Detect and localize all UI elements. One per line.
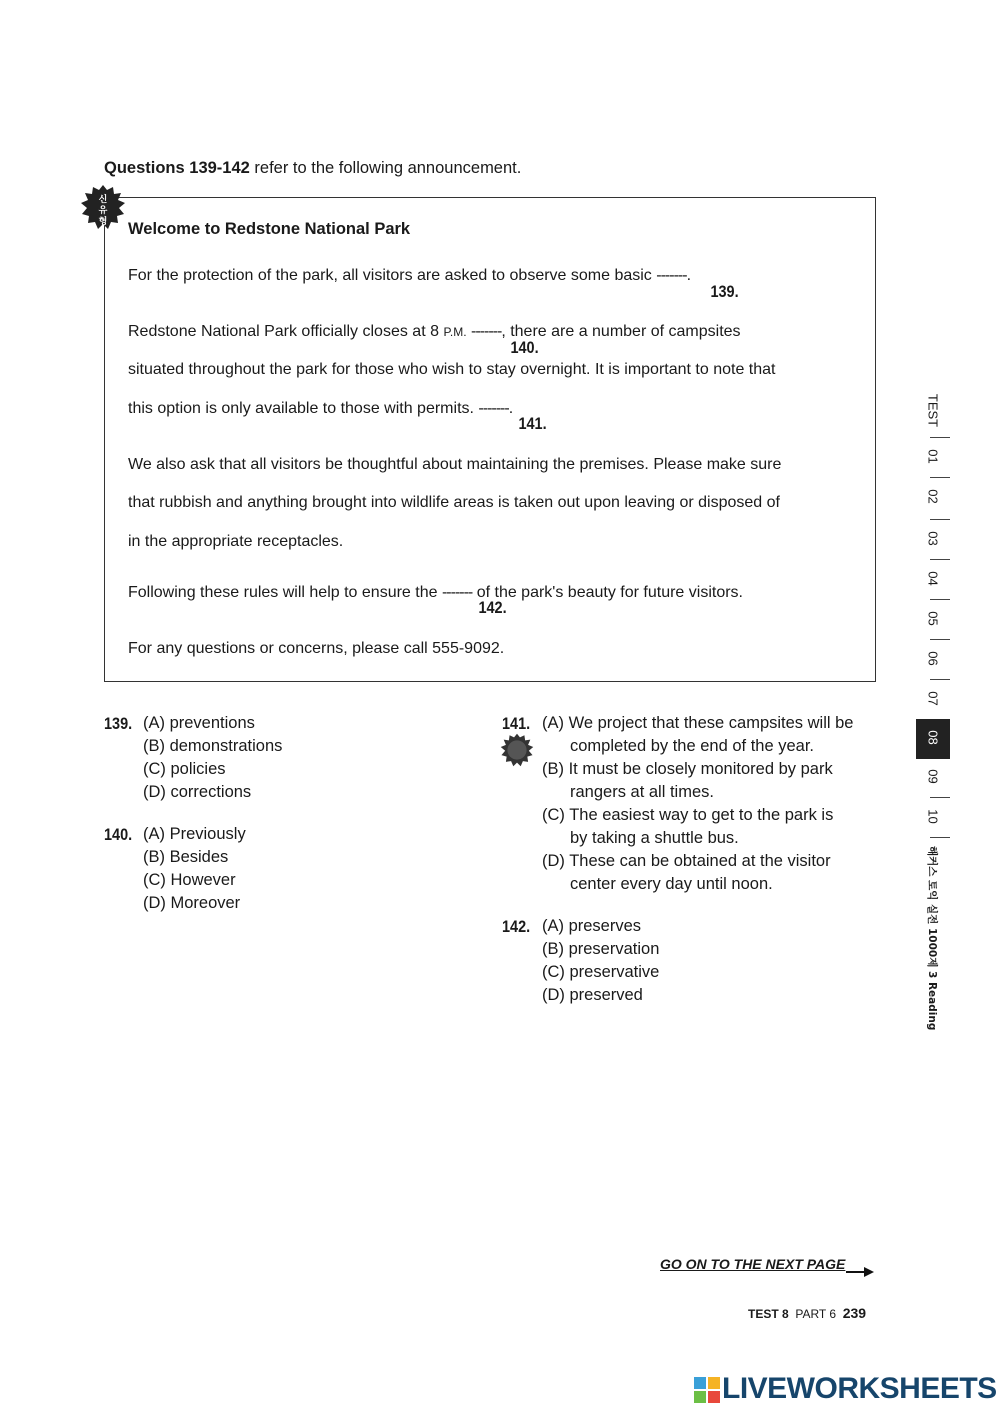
- tab-divider: [930, 639, 950, 640]
- question-142-number: 142.: [502, 917, 531, 936]
- go-on-next-page: GO ON TO THE NEXT PAGE: [660, 1256, 846, 1272]
- tab-divider: [930, 599, 950, 600]
- p4-text-b: of the park's beauty for future visitors.: [476, 584, 743, 601]
- option-142-b[interactable]: (B) preservation: [542, 940, 660, 958]
- option-141-c[interactable]: (C) The easiest way to get to the park is: [542, 806, 834, 824]
- blank-141[interactable]: -------.: [478, 400, 513, 417]
- question-139-number: 139.: [104, 714, 133, 733]
- blank-number-140: 140.: [510, 338, 539, 357]
- side-tab-03[interactable]: 03: [925, 531, 941, 546]
- p1-text: For the protection of the park, all visitors are asked to observe some basic: [128, 267, 652, 284]
- announcement-line-6: that rubbish and anything brought into wildlife areas is taken out upon leaving or disposed of: [128, 494, 780, 511]
- side-tab-10[interactable]: 10: [925, 809, 941, 824]
- question-range-header: [104, 159, 521, 178]
- announcement-line-7: in the appropriate receptacles.: [128, 533, 344, 550]
- side-tab-02[interactable]: 02: [925, 489, 941, 504]
- option-141-a-cont[interactable]: completed by the end of the year.: [570, 737, 814, 755]
- header-text: refer to the following announcement.: [249, 159, 522, 177]
- pm-label: P.M.: [443, 325, 467, 339]
- footer-test: TEST 8: [748, 1307, 789, 1321]
- announcement-line-4: [128, 400, 512, 418]
- announcement-line-2: [128, 323, 741, 341]
- tab-divider: [930, 519, 950, 520]
- option-141-c-cont[interactable]: by taking a shuttle bus.: [570, 829, 739, 847]
- question-141-number: 141.: [502, 714, 531, 733]
- option-142-c[interactable]: (C) preservative: [542, 963, 660, 981]
- tab-divider: [930, 437, 950, 438]
- footer-part: PART 6: [795, 1307, 837, 1321]
- option-139-c[interactable]: (C) policies: [143, 760, 226, 778]
- p2-text-d: this option is only available to those with permits.: [128, 400, 474, 417]
- page-number: 239: [842, 1305, 867, 1321]
- option-141-d-cont[interactable]: center every day until noon.: [570, 875, 773, 893]
- svg-text:유: 유: [98, 206, 108, 216]
- blank-140[interactable]: -------: [471, 323, 502, 340]
- tab-divider: [930, 559, 950, 560]
- announcement-line-3: situated throughout the park for those who wish to stay overnight. It is important to note that: [128, 361, 776, 378]
- announcement-line-5: We also ask that all visitors be thoughtful about maintaining the premises. Please make sure: [128, 456, 782, 473]
- question-range: Questions 139-142: [104, 159, 250, 177]
- option-141-d[interactable]: (D) These can be obtained at the visitor: [542, 852, 831, 870]
- side-tab-09[interactable]: 09: [925, 769, 941, 784]
- p4-text-a: Following these rules will help to ensure the: [128, 584, 438, 601]
- side-tab-08-active[interactable]: 08: [916, 719, 950, 759]
- blank-142[interactable]: -------: [441, 584, 473, 601]
- tab-divider: [930, 837, 950, 838]
- option-139-a[interactable]: (A) preventions: [143, 714, 255, 732]
- tab-divider: [930, 679, 950, 680]
- blank-139[interactable]: -------.: [656, 267, 691, 284]
- option-142-a[interactable]: (A) preserves: [542, 917, 642, 935]
- side-tab-test: TEST: [925, 393, 941, 428]
- p2-text-a: Redstone National Park officially closes at 8: [128, 323, 439, 340]
- side-tab-01[interactable]: 01: [925, 449, 941, 464]
- side-tab-06[interactable]: 06: [925, 651, 941, 666]
- tab-divider: [930, 477, 950, 478]
- option-141-b-cont[interactable]: rangers at all times.: [570, 783, 714, 801]
- option-142-d[interactable]: (D) preserved: [542, 986, 643, 1004]
- page-footer: [748, 1305, 866, 1321]
- svg-text:신: 신: [98, 195, 108, 205]
- watermark-text: LIVEWORKSHEETS: [722, 1372, 997, 1405]
- option-140-d[interactable]: (D) Moreover: [143, 894, 241, 912]
- svg-text:형: 형: [98, 217, 108, 227]
- option-141-a[interactable]: (A) We project that these campsites will be: [542, 714, 854, 732]
- side-tab-04[interactable]: 04: [925, 571, 941, 586]
- side-tab-05[interactable]: 05: [925, 611, 941, 626]
- option-140-c[interactable]: (C) However: [143, 871, 236, 889]
- liveworksheets-logo-icon: [694, 1377, 720, 1403]
- side-tab-07[interactable]: 07: [925, 691, 941, 706]
- p2-text-b: , there are a number of campsites: [501, 323, 741, 340]
- option-140-b[interactable]: (B) Besides: [143, 848, 229, 866]
- book-title: 해커스 토익 실전 1000제 3 Reading: [926, 846, 938, 1031]
- option-141-b[interactable]: (B) It must be closely monitored by park: [542, 760, 833, 778]
- blank-number-141: 141.: [518, 414, 547, 433]
- blank-number-142: 142.: [478, 598, 507, 617]
- blank-number-139: 139.: [710, 282, 739, 301]
- announcement-contact: For any questions or concerns, please call 555-9092.: [128, 640, 505, 657]
- option-139-d[interactable]: (D) corrections: [143, 783, 252, 801]
- arrow-right-icon: [846, 1266, 874, 1278]
- new-type-badge-icon: [80, 184, 126, 230]
- announcement-line-1: [128, 267, 690, 285]
- announcement-title: Welcome to Redstone National Park: [128, 220, 411, 238]
- option-140-a[interactable]: (A) Previously: [143, 825, 246, 843]
- tab-divider: [930, 797, 950, 798]
- option-139-b[interactable]: (B) demonstrations: [143, 737, 283, 755]
- announcement-line-8: [128, 584, 743, 602]
- new-type-badge-icon: [500, 733, 534, 767]
- question-140-number: 140.: [104, 825, 133, 844]
